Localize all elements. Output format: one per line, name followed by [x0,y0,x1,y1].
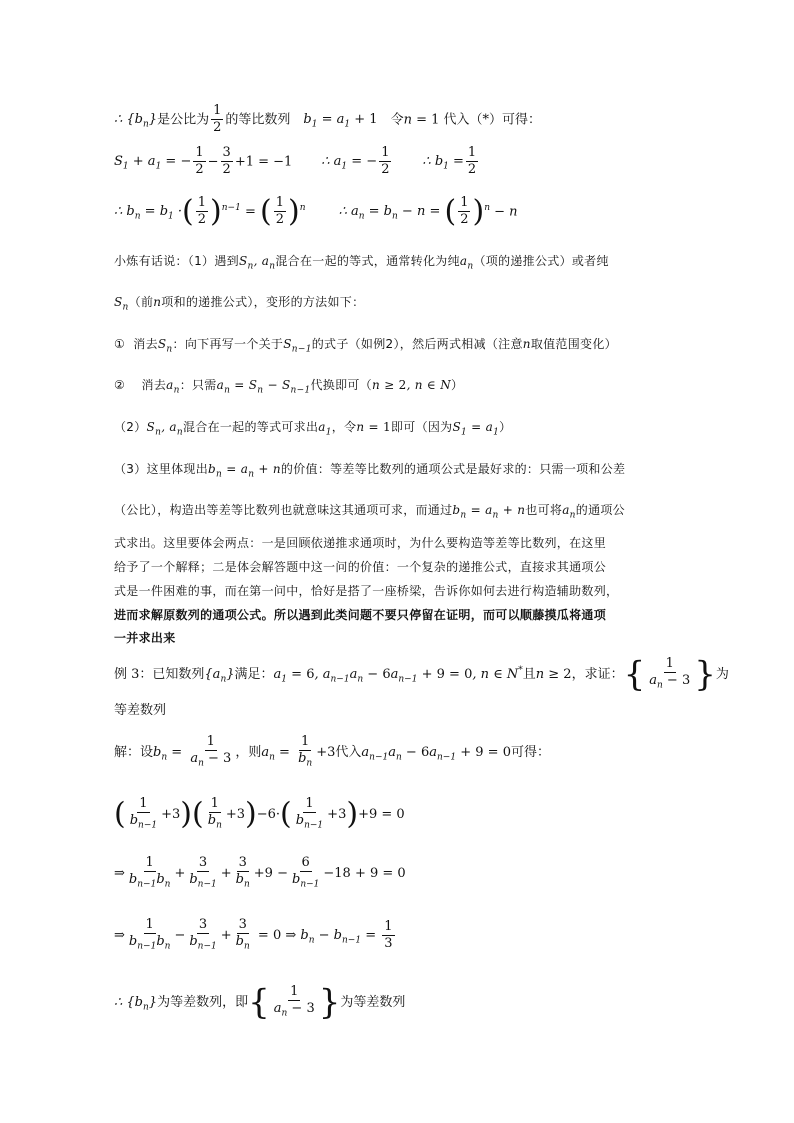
note-para-3-line-1: （3）这里体现出$b_n = a_n + n$的价值：等差等比数列的通项公式是最好求的：只需一项和公差 [114,462,626,480]
note-text: 进而求解原数列的通项公式。所以遇到此类问题不要只停留在证明，而可以顺藤摸瓜将通项 [114,608,607,622]
note-para-3-line-4: 给予了一个解释；二是体会解答题中这一问的价值：一个复杂的递推公式，直接求其通项公 [114,560,607,574]
note-para-3-line-2: （公比），构造出等差等比数列也就意味这其通项可求，而通过$b_n = a_n + n$也可将$a_n$的通项公 [114,503,625,521]
solution-substitution: 解：设$b_n$ = $\frac{1}{a_n - 3}$ ，则$a_n$ = $\frac{1}{b_n}$ +3代入$a_{n-1}a_n - 6a_{n-1} + 9 = 0$可得： [114,734,551,769]
solution-conclusion: ∴ $\{b_n\}$为等差数列，即{ $\frac{1}{a_n - 3}$ }为等差数列 [114,982,406,1023]
note-para-1-line-1: 小炼有话说：（1）遇到$S_n$, $a_n$混合在一起的等式，通常转化为纯$a_n$（项的递推公式）或者纯 [114,254,609,272]
note-para-1-line-2: $S_n$（前n项和的递推公式），变形的方法如下： [114,295,365,313]
solution-line-s1-a1: $S_1 + a_1$ = − $\frac{1}{2}$ − $\frac{3}{2}$ +1 = −1 ∴ $a_1$ = − $\frac{1}{2}$ ∴ $b_1$ = $\frac{1}{2}$ [114,145,477,178]
solution-line-bn-an: ∴ $b_n = b_1$ ·( $\frac{1}{2}$ )$^{n-1}$ = ( $\frac{1}{2}$ )$^n$ ∴ $a_n = b_n - n$ = ( $\frac{1}{2}$ )$^n$ − n [114,193,518,229]
note-para-2: $(2)S_n$, $a_n$混合在一起的等式可求出$a_1$，令n = 1即可（因为$S_1 = a_1$） [114,420,512,438]
note-para-3-line-3: 式求出。这里要体会两点：一是回顾依递推求通项时，为什么要构造等差等比数列，在这里 [114,536,607,550]
equation-simplified: ⇒ $\frac{1}{b_{n-1}b_n}$ − $\frac{3}{b_{n-1}}$ + $\frac{3}{b_n}$ = 0 ⇒ $b_n - b_{n-1}$ = $\frac{1}{3}$ [114,917,393,952]
equation-distributed: ⇒ $\frac{1}{b_{n-1}b_n}$ + $\frac{3}{b_{n-1}}$ + $\frac{3}{b_n}$ +9 − $\frac{6}{b_{n-1}}$ −18 + 9 = 0 [114,855,406,890]
solution-line-b-geometric: ∴ $\{b_n\}$是公比为 $\frac{1}{2}$ 的等比数列 $b_1 = a_1 + 1$ 令n = 1 代入（*）可得： [114,103,542,136]
note-para-3-line-7: 一并求出来 [114,631,176,645]
example-3-statement: 例 3：已知数列$\{a_n\}$满足：$a_1 = 6$, $a_{n-1}a_n - 6a_{n-1} + 9 = 0$, n ∈ N*且n ≥ 2，求证：{ $\frac{1}{a_n - 3}$ }为 [114,654,729,695]
equation-expanded: ( $\frac{1}{b_{n-1}}$ +3)( $\frac{1}{b_n}$ +3)−6·( $\frac{1}{b_{n-1}}$ +3)+9 = 0 [114,796,405,832]
note-para-3-line-5: 式是一件困难的事，而在第一问中，恰好是搭了一座桥梁，告诉你如何去进行构造辅助数列， [114,584,619,598]
note-para-3-line-6 [114,609,606,621]
note-item-eliminate-sn: ① 消去$S_n$：向下再写一个关于$S_{n-1}$的式子（如例2），然后两式相减（注意n取值范围变化） [114,337,617,355]
example-3-statement-cont: 等差数列 [114,703,167,718]
note-item-eliminate-an: ② 消去$a_n$：只需$a_n = S_n - S_{n-1}$代换即可（n ≥ 2, n ∈ N） [114,378,464,396]
